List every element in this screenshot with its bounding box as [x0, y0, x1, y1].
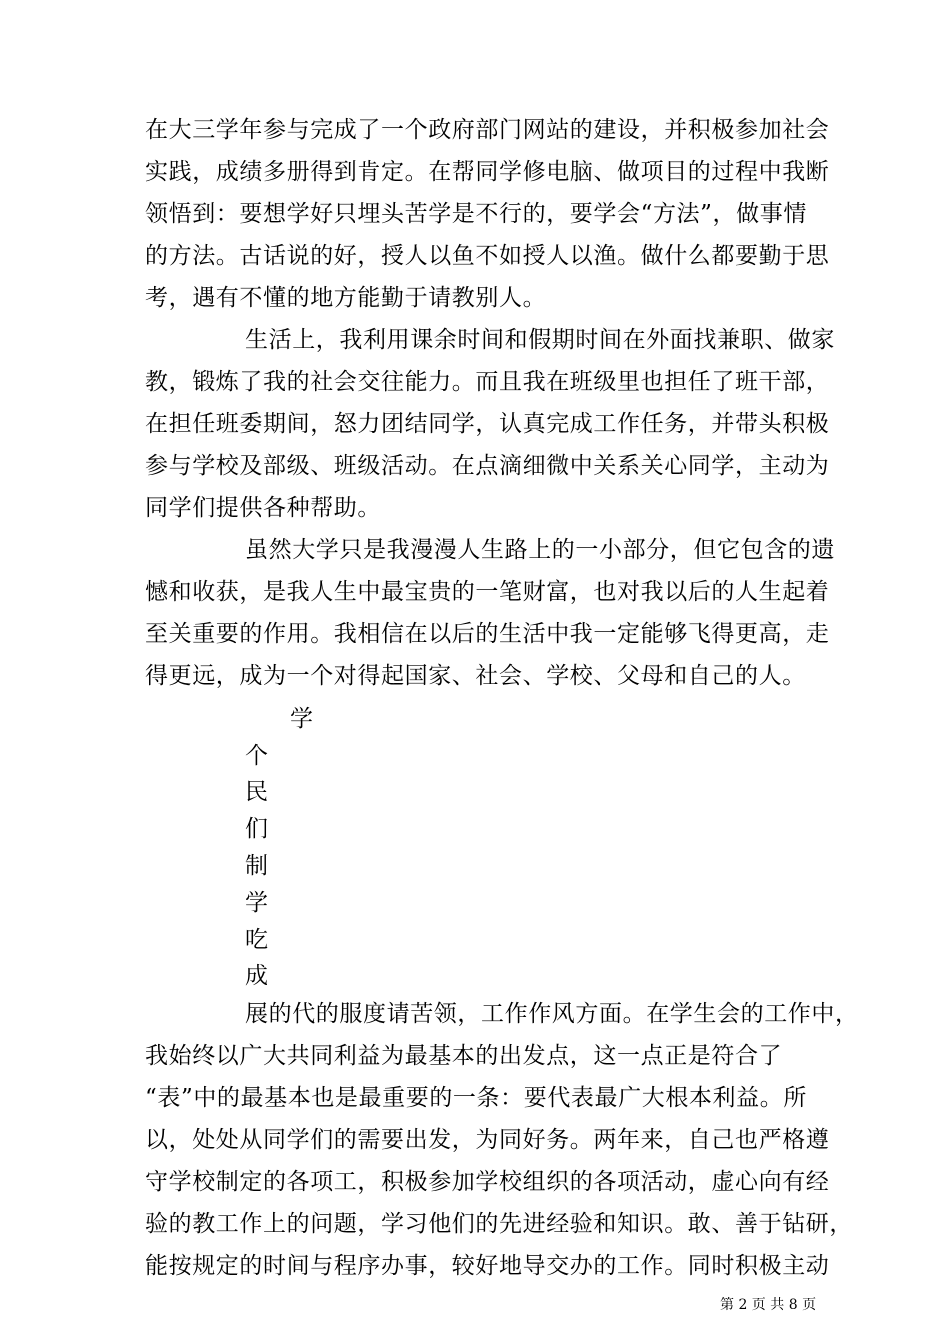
text-line: 领悟到：要想学好只埋头苦学是不行的，要学会“方法”，做事情 — [145, 201, 807, 227]
text-line: 考，遇有不懂的地方能勤于请教别人。 — [145, 285, 547, 311]
text-line: 憾和收获，是我人生中最宝贵的一笔财富，也对我以后的人生起着 — [145, 579, 830, 605]
text-line: 能按规定的时间与程序办事，较好地导交办的工作。同时积极主动 — [145, 1253, 830, 1279]
text-line: 在担任班委期间，怒力团结同学，认真完成工作任务，并带头积极 — [145, 411, 830, 437]
text-line: 教，锻炼了我的社会交往能力。而且我在班级里也担任了班干部， — [145, 369, 830, 395]
text-line: 实践，成绩多册得到肯定。在帮同学修电脑、做项目的过程中我断 — [145, 159, 830, 185]
text-line: 生活上，我利用课余时间和假期时间在外面找兼职、做家 — [245, 327, 835, 353]
text-line: 至关重要的作用。我相信在以后的生活中我一定能够飞得更高，走 — [145, 621, 830, 647]
text-line: 验的教工作上的问题，学习他们的先进经验和知识。敢、善于钻研， — [145, 1211, 853, 1237]
text-line: 的方法。古话说的好，授人以鱼不如授人以渔。做什么都要勤于思 — [145, 243, 830, 269]
vertical-char: 学 — [290, 706, 313, 732]
vertical-char: 制 — [245, 853, 268, 879]
text-line: 展的代的服度请苦领，工作作风方面。在学生会的工作中， — [245, 1001, 859, 1027]
vertical-char: 成 — [245, 963, 268, 989]
text-line: 得更远，成为一个对得起国家、社会、学校、父母和自己的人。 — [145, 663, 806, 689]
text-line: 以，处处从同学们的需要出发，为同好务。两年来，自己也严格遵 — [145, 1127, 830, 1153]
page-number: 第 2 页 共 8 页 — [720, 1297, 817, 1313]
text-line: 在大三学年参与完成了一个政府部门网站的建设，并积极参加社会 — [145, 117, 830, 143]
text-line: 参与学校及部级、班级活动。在点滴细微中关系关心同学，主动为 — [145, 453, 830, 479]
vertical-char: 们 — [245, 816, 268, 842]
text-line: 守学校制定的各项工，积极参加学校组织的各项活动，虚心向有经 — [145, 1169, 830, 1195]
vertical-char: 吃 — [245, 927, 268, 953]
text-line: 同学们提供各种帮助。 — [145, 495, 381, 521]
text-line: “表”中的最基本也是最重要的一条：要代表最广大根本利益。所 — [145, 1085, 807, 1111]
text-line: 虽然大学只是我漫漫人生路上的一小部分，但它包含的遗 — [245, 537, 835, 563]
text-line: 我始终以广大共同利益为最基本的出发点，这一点正是符合了 — [145, 1043, 783, 1069]
vertical-char: 个 — [245, 743, 268, 769]
vertical-char: 学 — [245, 890, 268, 916]
vertical-char: 民 — [245, 779, 268, 805]
